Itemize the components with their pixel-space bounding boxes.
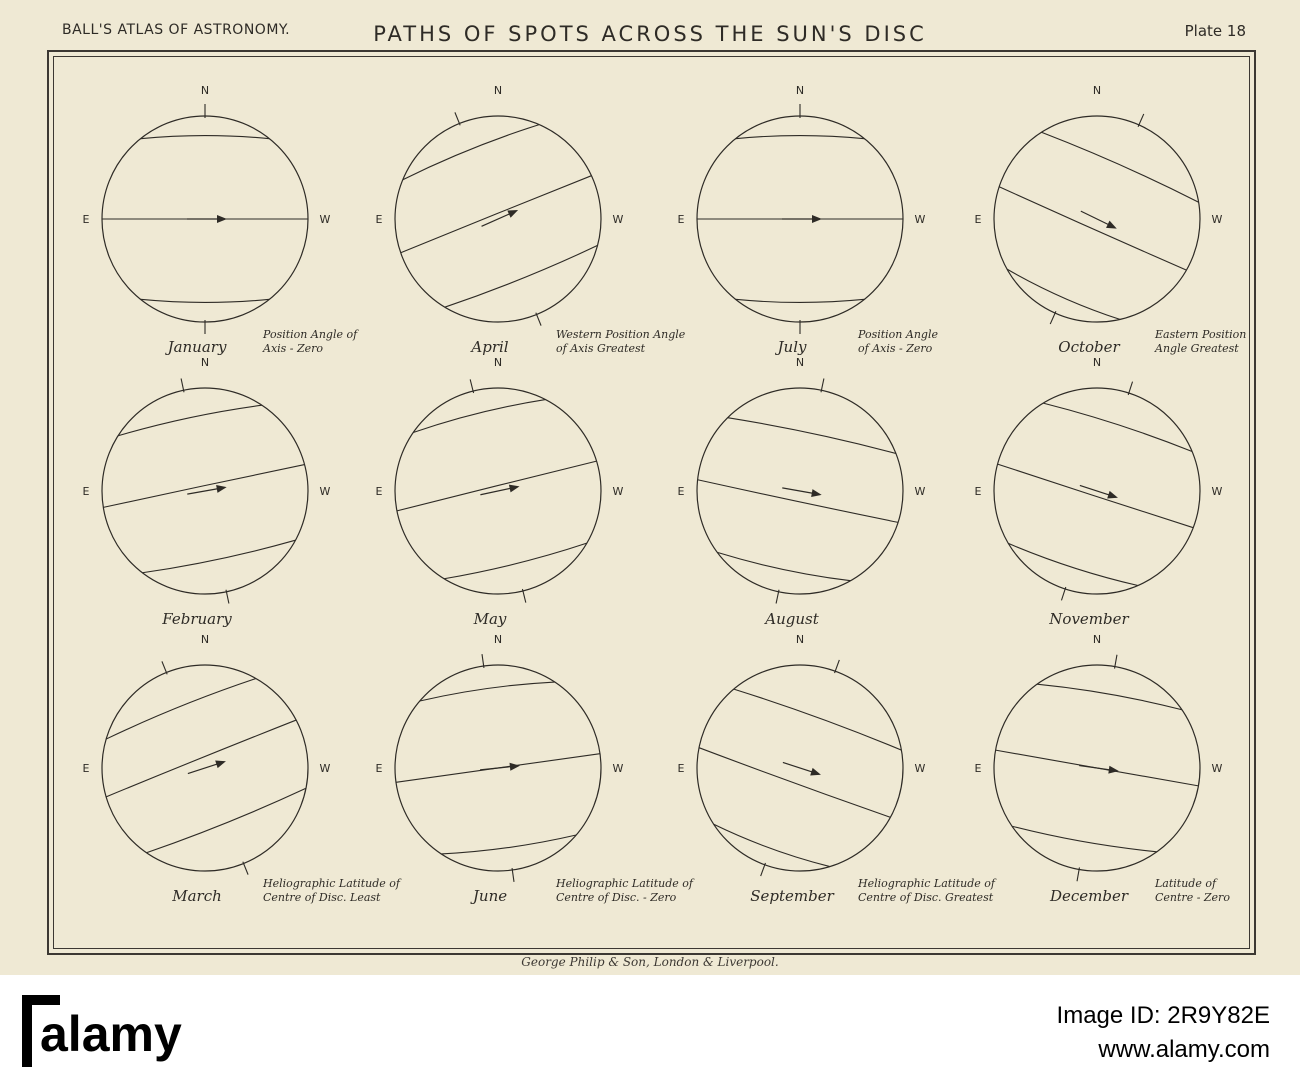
- month-label-september: September: [750, 887, 834, 905]
- compass-north-label: N: [795, 356, 805, 369]
- compass-west-label: W: [319, 485, 331, 498]
- note-text: Heliographic Latitude of: [263, 877, 400, 890]
- axis-tick-north: [835, 660, 840, 673]
- note-text: of Axis - Zero: [858, 342, 933, 355]
- spot-path: [736, 299, 865, 302]
- note-text: of Axis Greatest: [556, 342, 646, 355]
- note-text: Centre of Disc. Greatest: [858, 891, 994, 904]
- note-text: Latitude of: [1155, 877, 1217, 890]
- rotation-arrow-icon: [1079, 208, 1118, 233]
- axis-tick-north: [455, 112, 460, 125]
- rotation-arrow-icon: [1079, 762, 1120, 775]
- axis-tick-south: [1050, 311, 1056, 324]
- image-id-label: Image ID: 2R9Y82E: [1056, 1002, 1270, 1029]
- rotation-arrow-icon: [187, 757, 228, 777]
- compass-north-label: N: [795, 84, 805, 97]
- compass-west-label: W: [319, 762, 331, 775]
- spot-path: [717, 552, 851, 583]
- alamy-brand: alamy: [40, 1006, 182, 1062]
- spot-path: [105, 676, 256, 739]
- axis-tick-south: [243, 862, 248, 875]
- note-text: Axis - Zero: [263, 342, 324, 355]
- axis-tick-north: [1138, 114, 1144, 127]
- spot-path: [1037, 681, 1182, 709]
- note-text: Position Angle: [858, 328, 938, 341]
- compass-east-label: E: [677, 213, 685, 226]
- note-text: Eastern Position: [1155, 328, 1247, 341]
- sun-disc-october: [957, 72, 1247, 365]
- spot-path: [402, 122, 539, 180]
- spot-path: [713, 824, 830, 869]
- month-label-june: June: [472, 887, 508, 905]
- month-label-march: March: [172, 887, 222, 905]
- spot-path: [106, 720, 296, 797]
- month-label-july: July: [777, 338, 807, 356]
- compass-east-label: E: [375, 762, 383, 775]
- spot-path: [1012, 826, 1157, 854]
- compass-north-label: N: [795, 633, 805, 646]
- sun-disc-july: [678, 84, 939, 356]
- rotation-arrow-icon: [480, 762, 521, 774]
- compass-west-label: W: [612, 762, 624, 775]
- note-text: Heliographic Latitude of: [556, 877, 693, 890]
- compass-west-label: W: [612, 485, 624, 498]
- spot-path: [999, 187, 1186, 271]
- spot-path: [736, 136, 865, 139]
- compass-north-label: N: [1092, 356, 1102, 369]
- sun-disc-march: [67, 623, 402, 913]
- compass-east-label: E: [82, 213, 90, 226]
- spot-path: [397, 461, 597, 511]
- watermark-bar: [0, 975, 1300, 1087]
- sun-disc-april: [360, 74, 686, 364]
- compass-east-label: E: [677, 485, 685, 498]
- spot-path: [699, 748, 891, 818]
- spot-path: [698, 480, 899, 523]
- sun-disc-may: [370, 355, 625, 628]
- spot-path: [142, 540, 296, 575]
- watermark-graphic: [0, 975, 1300, 1087]
- month-label-may: May: [473, 610, 507, 628]
- compass-east-label: E: [677, 762, 685, 775]
- rotation-arrow-icon: [782, 484, 823, 499]
- sun-disc-june: [376, 633, 695, 905]
- month-label-november: November: [1049, 610, 1129, 628]
- sun-disc-december: [975, 633, 1231, 905]
- compass-east-label: E: [375, 213, 383, 226]
- compass-east-label: E: [375, 485, 383, 498]
- note-text: Western Position Angle: [556, 328, 686, 341]
- compass-west-label: W: [1211, 213, 1223, 226]
- compass-east-label: E: [974, 762, 982, 775]
- compass-north-label: N: [200, 633, 210, 646]
- spot-path: [1041, 130, 1199, 202]
- spot-path: [444, 543, 587, 581]
- month-label-december: December: [1049, 887, 1129, 905]
- spot-path: [728, 416, 897, 454]
- compass-north-label: N: [1092, 633, 1102, 646]
- spot-path: [141, 299, 270, 302]
- month-label-january: January: [167, 338, 227, 356]
- note-text: Heliographic Latitude of: [858, 877, 995, 890]
- compass-west-label: W: [1211, 762, 1223, 775]
- sun-disc-september: [665, 625, 997, 911]
- rotation-arrow-icon: [782, 759, 823, 779]
- compass-east-label: E: [974, 213, 982, 226]
- spot-path: [401, 176, 592, 253]
- spot-path: [141, 136, 270, 139]
- axis-tick-south: [761, 863, 766, 876]
- sun-disc-august: [676, 356, 926, 628]
- compass-east-label: E: [974, 485, 982, 498]
- note-text: Centre of Disc. Least: [263, 891, 381, 904]
- axis-tick-north: [162, 661, 167, 674]
- spot-path: [103, 464, 304, 507]
- compass-west-label: W: [612, 213, 624, 226]
- spot-path: [445, 245, 599, 309]
- note-text: Position Angle of: [263, 328, 358, 341]
- compass-west-label: W: [914, 485, 926, 498]
- atlas-title: BALL'S ATLAS OF ASTRONOMY.: [62, 22, 291, 38]
- month-label-february: February: [162, 610, 232, 628]
- compass-north-label: N: [1092, 84, 1102, 97]
- spot-path: [117, 402, 261, 435]
- spot-path: [412, 397, 545, 433]
- publisher-imprint: George Philip & Son, London & Liverpool.: [521, 955, 779, 969]
- compass-north-label: N: [200, 356, 210, 369]
- month-label-october: October: [1058, 338, 1120, 356]
- compass-west-label: W: [914, 213, 926, 226]
- spot-path: [1043, 401, 1193, 452]
- note-text: Centre of Disc. - Zero: [556, 891, 677, 904]
- compass-west-label: W: [914, 762, 926, 775]
- spot-path: [441, 835, 576, 857]
- sun-disc-january: [83, 84, 360, 356]
- spot-path: [998, 464, 1194, 528]
- compass-north-label: N: [493, 356, 503, 369]
- month-label-april: April: [471, 338, 509, 356]
- spot-path: [734, 687, 902, 750]
- site-url: www.alamy.com: [1098, 1036, 1270, 1063]
- plate-number: Plate 18: [1184, 22, 1246, 40]
- rotation-arrow-icon: [187, 215, 227, 223]
- compass-west-label: W: [319, 213, 331, 226]
- compass-east-label: E: [82, 762, 90, 775]
- sun-disc-november: [964, 350, 1231, 632]
- compass-north-label: N: [493, 84, 503, 97]
- note-text: Centre - Zero: [1155, 891, 1230, 904]
- compass-west-label: W: [1211, 485, 1223, 498]
- month-label-august: August: [765, 610, 819, 628]
- rotation-arrow-icon: [1079, 482, 1120, 502]
- compass-east-label: E: [82, 485, 90, 498]
- spot-path: [419, 679, 554, 701]
- compass-north-label: N: [493, 633, 503, 646]
- note-text: Angle Greatest: [1155, 342, 1239, 355]
- spot-path: [146, 788, 306, 854]
- plate-title: PATHS OF SPOTS ACROSS THE SUN'S DISC: [373, 22, 927, 46]
- spot-path: [1006, 269, 1120, 322]
- compass-north-label: N: [200, 84, 210, 97]
- sun-disc-february: [80, 356, 330, 628]
- axis-tick-south: [536, 313, 541, 326]
- rotation-arrow-icon: [782, 215, 822, 223]
